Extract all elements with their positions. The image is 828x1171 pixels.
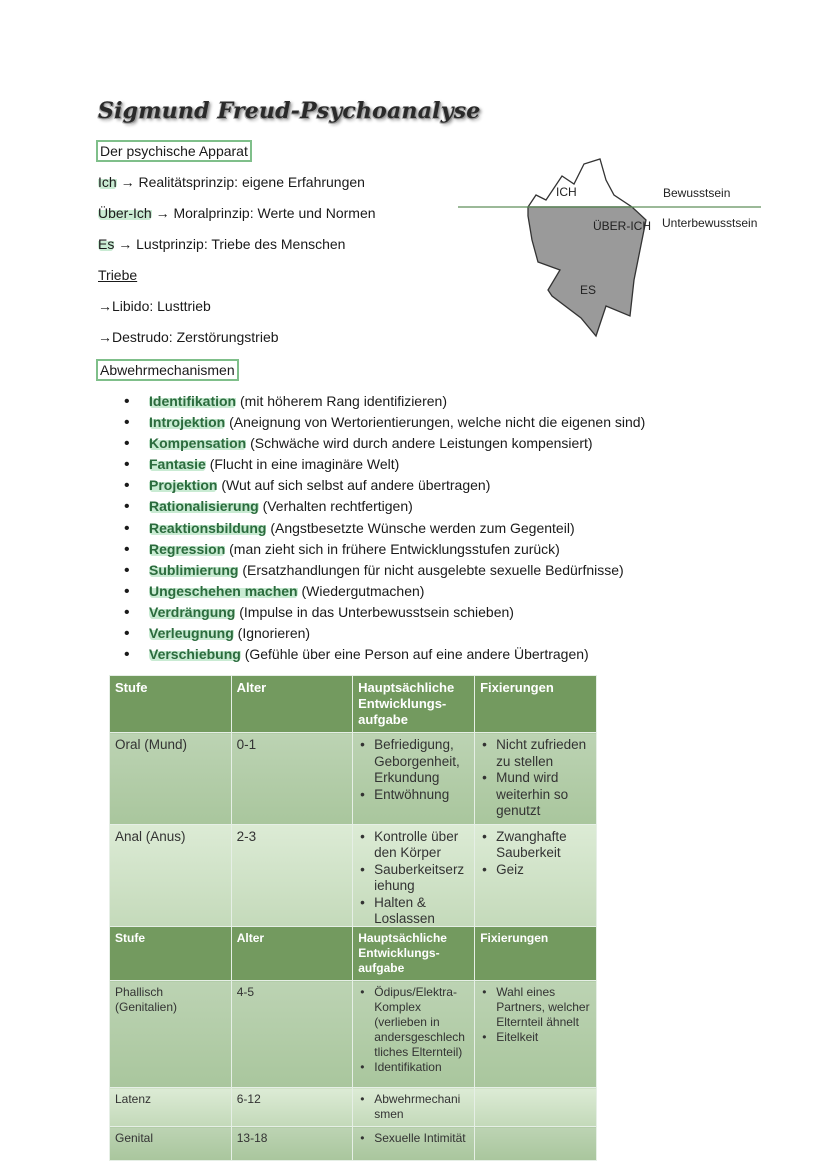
list-item: [124, 644, 645, 665]
defense-desc: (Flucht in eine imaginäre Welt): [205, 456, 400, 473]
table-row: [110, 1088, 597, 1127]
list-item: [124, 433, 645, 454]
instance-text: → Realitätsprinzip: eigene Erfahrungen: [116, 174, 365, 190]
header-alter: Alter: [231, 927, 353, 981]
table-row: [110, 733, 597, 825]
header-fixierungen: Fixierungen: [475, 927, 597, 981]
list-item: • Abwehrmechani smen: [358, 1092, 469, 1122]
defense-term: Ungeschehen machen: [149, 582, 298, 599]
instance-term: Ich: [98, 174, 117, 190]
cell-stufe: Latenz: [110, 1088, 232, 1127]
cell-alter: 6-12: [231, 1088, 353, 1127]
header-aufgabe: Hauptsächliche Entwicklungs-aufgabe: [353, 676, 475, 733]
iceberg-tip: [528, 159, 632, 207]
header-fixierungen: Fixierungen: [475, 676, 597, 733]
table-row: [110, 1127, 597, 1161]
cell-fixierungen: [475, 1088, 597, 1127]
stages-table-2: [109, 926, 597, 1161]
section-heading-apparatus: Der psychische Apparat: [96, 140, 252, 162]
cell-fixierungen: [475, 824, 597, 932]
list-item: • Kontrolle über den Körper: [358, 829, 469, 862]
list-item: • Entwöhnung: [358, 787, 469, 804]
list-item: • Sexuelle Intimität: [358, 1131, 469, 1146]
cell-aufgaben: [353, 981, 475, 1088]
defense-term: Regression: [149, 540, 226, 557]
defense-term: Verleugnung: [149, 625, 234, 642]
list-item: [124, 454, 645, 475]
list-item: • Sauberkeitserz iehung: [358, 862, 469, 895]
list-item: • Ödipus/Elektra-Komplex (verlieben in andersgeschlech tliches Elternteil): [358, 985, 469, 1060]
cell-fixierungen: [475, 1127, 597, 1161]
defense-desc: (Wiedergutmachen): [297, 582, 425, 599]
defense-desc: (Verhalten rechtfertigen): [258, 498, 413, 515]
cell-fixierungen: [475, 981, 597, 1088]
label-es: ES: [580, 283, 597, 297]
cell-stufe: Genital: [110, 1127, 232, 1161]
defense-term: Introjektion: [149, 414, 226, 431]
instance-ich: [98, 173, 365, 191]
defense-term: Identifikation: [149, 393, 237, 409]
drive-libido: →Libido: Lusttrieb: [98, 298, 211, 314]
instance-es: [98, 235, 345, 253]
list-item: • Zwanghafte Sauberkeit: [480, 829, 591, 862]
instance-ueber-ich: [98, 204, 376, 222]
defense-term: Projektion: [149, 477, 218, 494]
list-item: [124, 412, 645, 433]
page-title: Sigmund Freud-Psychoanalyse: [98, 98, 481, 124]
defense-term: Rationalisierung: [149, 498, 259, 515]
cell-stufe: Phallisch (Genitalien): [110, 981, 232, 1088]
list-item: [124, 560, 645, 581]
cell-aufgaben: [353, 1127, 475, 1161]
defense-term: Verdrängung: [149, 603, 236, 620]
defense-desc: (Impulse in das Unterbewusstsein schieben): [235, 603, 514, 620]
label-unterbewusstsein: Unterbewusstsein: [662, 216, 758, 230]
list-item: [124, 391, 645, 412]
cell-stufe: Anal (Anus): [110, 824, 232, 932]
defense-desc: (mit höherem Rang identifizieren): [236, 393, 447, 409]
defense-desc: (man zieht sich in frühere Entwicklungsstufen zurück): [225, 540, 560, 557]
cell-aufgaben: [353, 824, 475, 932]
section-heading-defense: Abwehrmechanismen: [96, 359, 239, 381]
cell-aufgaben: [353, 1088, 475, 1127]
table-header-row: [110, 927, 597, 981]
cell-alter: 0-1: [231, 733, 353, 825]
defense-desc: (Schwäche wird durch andere Leistungen kompensiert): [246, 435, 593, 452]
defense-list: [124, 391, 645, 665]
label-ich: ICH: [556, 185, 577, 199]
list-item: [124, 602, 645, 623]
table-row: [110, 981, 597, 1088]
defense-desc: (Angstbesetzte Wünsche werden zum Gegenteil): [266, 519, 575, 536]
header-alter: Alter: [231, 676, 353, 733]
cell-alter: 13-18: [231, 1127, 353, 1161]
instance-text: → Moralprinzip: Werte und Normen: [151, 205, 376, 221]
list-item: • Eitelkeit: [480, 1030, 591, 1045]
list-item: • Geiz: [480, 862, 591, 879]
list-item: • Identifikation: [358, 1060, 469, 1075]
defense-desc: (Wut auf sich selbst auf andere übertragen): [217, 477, 491, 494]
list-item: • Befriedigung, Geborgenheit, Erkundung: [358, 737, 469, 787]
defense-term: Fantasie: [149, 456, 206, 473]
drives-heading: Triebe: [98, 267, 138, 283]
header-aufgabe: Hauptsächliche Entwicklungs-aufgabe: [353, 927, 475, 981]
table-header-row: [110, 676, 597, 733]
list-item: • Wahl eines Partners, welcher Elternteil ähnelt: [480, 985, 591, 1030]
defense-desc: (Ignorieren): [233, 625, 311, 642]
cell-alter: 4-5: [231, 981, 353, 1088]
cell-stufe: Oral (Mund): [110, 733, 232, 825]
list-item: • Halten & Loslassen: [358, 895, 469, 928]
iceberg-diagram: [456, 150, 768, 340]
defense-desc: (Ersatzhandlungen für nicht ausgelebte sexuelle Bedürfnisse): [238, 561, 624, 578]
defense-term: Verschiebung: [149, 646, 241, 663]
label-ueber-ich: ÜBER-ICH: [593, 219, 652, 233]
label-bewusstsein: Bewusstsein: [663, 186, 731, 200]
list-item: • Nicht zufrieden zu stellen: [480, 737, 591, 770]
header-stufe: Stufe: [110, 927, 232, 981]
drive-destrudo: →Destrudo: Zerstörungstrieb: [98, 329, 279, 345]
cell-aufgaben: [353, 733, 475, 825]
defense-term: Kompensation: [149, 435, 247, 452]
cell-fixierungen: [475, 733, 597, 825]
stages-table-1: [109, 675, 597, 933]
table-row: [110, 824, 597, 932]
defense-term: Reaktionsbildung: [149, 519, 267, 536]
cell-alter: 2-3: [231, 824, 353, 932]
list-item: • Mund wird weiterhin so genutzt: [480, 770, 591, 820]
defense-term: Sublimierung: [149, 561, 239, 578]
instance-text: → Lustprinzip: Triebe des Menschen: [114, 236, 346, 252]
defense-desc: (Gefühle über eine Person auf eine andere Übertragen): [240, 646, 589, 663]
defense-desc: (Aneignung von Wertorientierungen, welche nicht die eigenen sind): [225, 414, 646, 431]
list-item: [124, 581, 645, 602]
instance-term: Es: [98, 236, 115, 252]
list-item: [124, 623, 645, 644]
instance-term: Über-Ich: [98, 205, 152, 221]
header-stufe: Stufe: [110, 676, 232, 733]
list-item: [124, 496, 645, 517]
list-item: [124, 518, 645, 539]
list-item: [124, 539, 645, 560]
list-item: [124, 475, 645, 496]
